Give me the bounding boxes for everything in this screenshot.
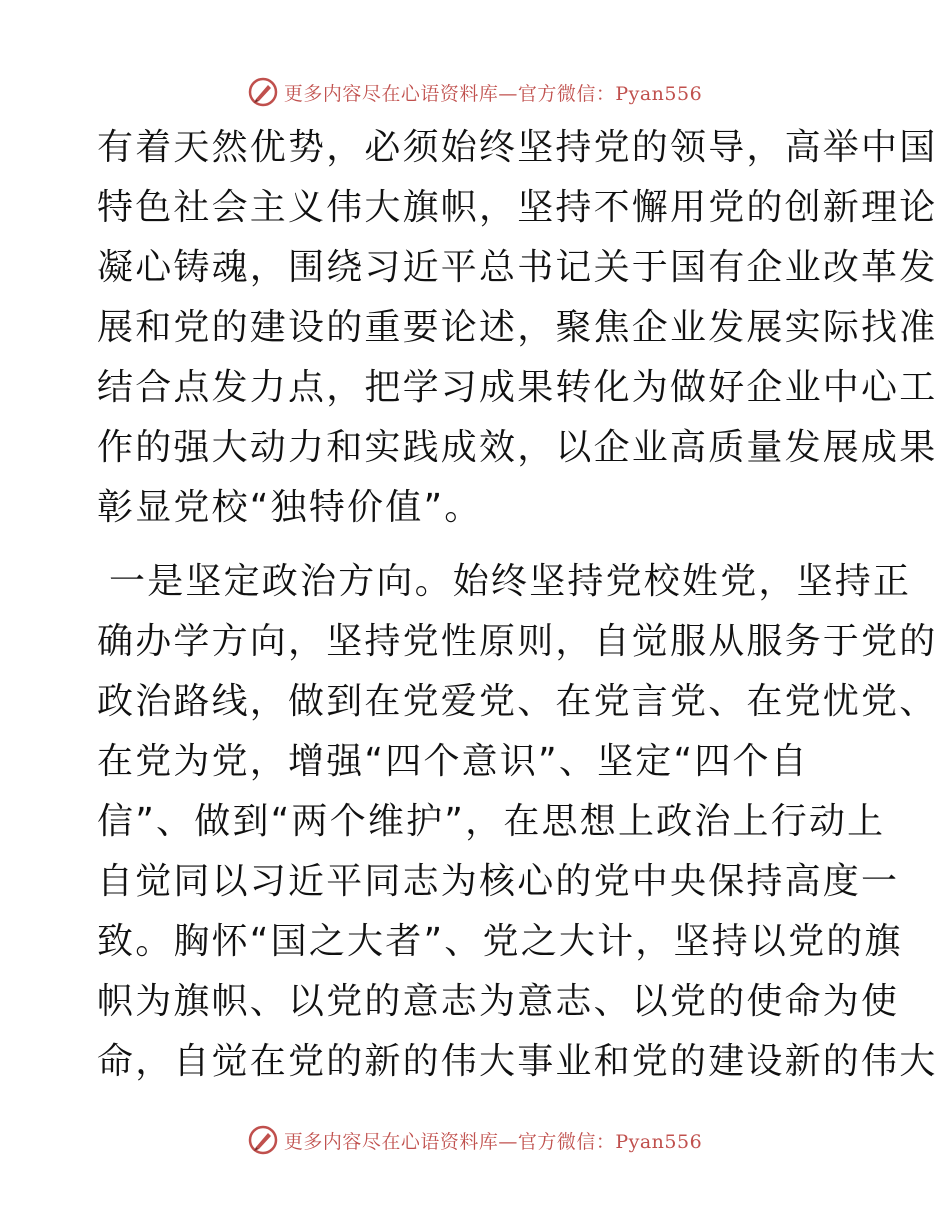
text-line: 特色社会主义伟大旗帜，坚持不懈用党的创新理论 — [97, 187, 938, 228]
text-line: 一是坚定政治方向。始终坚持党校姓党，坚持正 — [109, 561, 912, 602]
text-line: 帜为旗帜、以党的意志为意志、以党的使命为使 — [97, 981, 900, 1022]
paragraph-1 — [97, 118, 938, 538]
text-line: 命，自觉在党的新的伟大事业和党的建设新的伟大 — [97, 1041, 938, 1082]
pen-logo-icon — [248, 77, 278, 107]
footer-banner — [0, 1120, 950, 1160]
text-line: 展和党的建设的重要论述，聚焦企业发展实际找准 — [97, 307, 938, 348]
paragraph-2 — [97, 552, 938, 1092]
text-line: 彰显党校“独特价值”。 — [97, 487, 483, 528]
footer-banner-text: 更多内容尽在心语资料库—官方微信：Pyan556 — [283, 1130, 703, 1153]
header-banner — [0, 72, 950, 112]
pen-logo-icon — [248, 1125, 278, 1155]
text-line: 在党为党，增强“四个意识”、坚定“四个自 — [97, 741, 809, 782]
text-line: 凝心铸魂，围绕习近平总书记关于国有企业改革发 — [97, 247, 938, 288]
text-line: 有着天然优势，必须始终坚持党的领导，高举中国 — [97, 127, 938, 168]
document-body — [97, 118, 938, 1092]
text-line: 结合点发力点，把学习成果转化为做好企业中心工 — [97, 367, 938, 408]
text-line: 作的强大动力和实践成效，以企业高质量发展成果 — [97, 427, 938, 468]
text-line: 政治路线，做到在党爱党、在党言党、在党忧党、 — [97, 681, 938, 722]
text-line: 确办学方向，坚持党性原则，自觉服从服务于党的 — [97, 621, 938, 662]
text-line: 致。胸怀“国之大者”、党之大计，坚持以党的旗 — [97, 921, 903, 962]
header-banner-text: 更多内容尽在心语资料库—官方微信：Pyan556 — [283, 82, 703, 105]
text-line: 自觉同以习近平同志为核心的党中央保持高度一 — [97, 861, 900, 902]
text-line: 信”、做到“两个维护”，在思想上政治上行动上 — [97, 801, 886, 842]
